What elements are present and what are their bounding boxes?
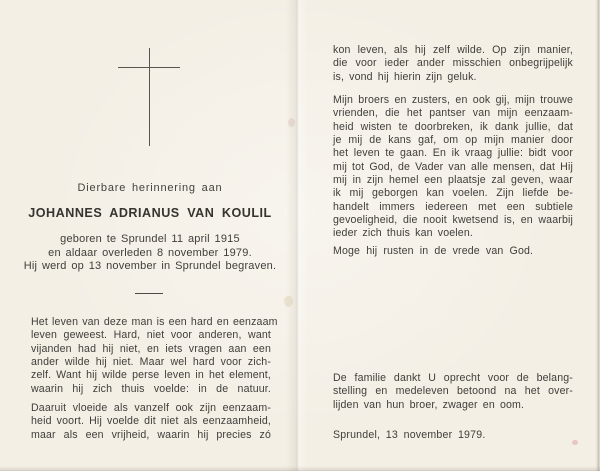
dateline: Sprundel, 13 november 1979.	[333, 429, 486, 441]
left-paragraph-1: Het leven van deze man is een hard en eenzaam leven geweest. Hard, niet voor anderen, want vijanden had hij niet, en iets vragen aan een ander wilde hij niet. Maar wel hard voor zich- zelf. Want hij wilde perse leven in het element, waarin hij zich thuis voelde: in de natuur.	[31, 316, 278, 395]
center-fold-shadow	[286, 0, 308, 471]
card-right-edge	[595, 0, 600, 471]
family-thanks-paragraph: De familie dankt U oprecht voor de belang- stelling en medeleven betoond na het over- lijden van hun broer, zwager en oom.	[333, 372, 573, 411]
right-paragraph-2: Mijn broers en zusters, en ook gij, mijn trouwe vrienden, die het pantser van mijn eenzaam- heid wisten te doorbreken, ik dank jullie, dat je mij de kans gaf, om op mijn manier door het leven te gaan. En ik vraag jullie: bidt voor mij tot God, de Vader van alle mensen, dat Hij mij in zijn hemel een plaatsje zal geven, waar ik mij geborgen kan voelen. Zijn liefde be- handelt immers iedereen met een subtiele gevoeligheid, die nooit kwetsend is, en waarbij ieder zich thuis kan voelen.	[333, 94, 573, 240]
cross-vertical-bar	[149, 48, 151, 146]
blessing-line: Moge hij rusten in de vrede van God.	[333, 245, 534, 257]
right-paragraph-1: kon leven, als hij zelf wilde. Op zijn manier, die voor ieder ander misschien onbegrijpelijk is, vond hij hierin zijn geluk.	[333, 44, 573, 83]
card-bottom-edge	[0, 466, 600, 471]
paper-speck	[284, 296, 293, 307]
deceased-name: JOHANNES ADRIANUS VAN KOULIL	[28, 206, 272, 220]
life-dates: geboren te Sprundel 11 april 1915 en aldaar overleden 8 november 1979. Hij werd op 13 november in Sprundel begraven.	[23, 233, 277, 273]
memorial-phrase: Dierbare herinnering aan	[77, 182, 223, 194]
cross-horizontal-bar	[118, 67, 180, 69]
left-paragraph-2: Daaruit vloeide als vanzelf ook zijn eenzaam- heid voort. Hij voelde dit niet als eenzaamheid, maar als een vrijheid, waarin hij precies zó	[31, 402, 271, 441]
paper-speck	[288, 118, 295, 127]
divider-rule	[135, 293, 163, 294]
